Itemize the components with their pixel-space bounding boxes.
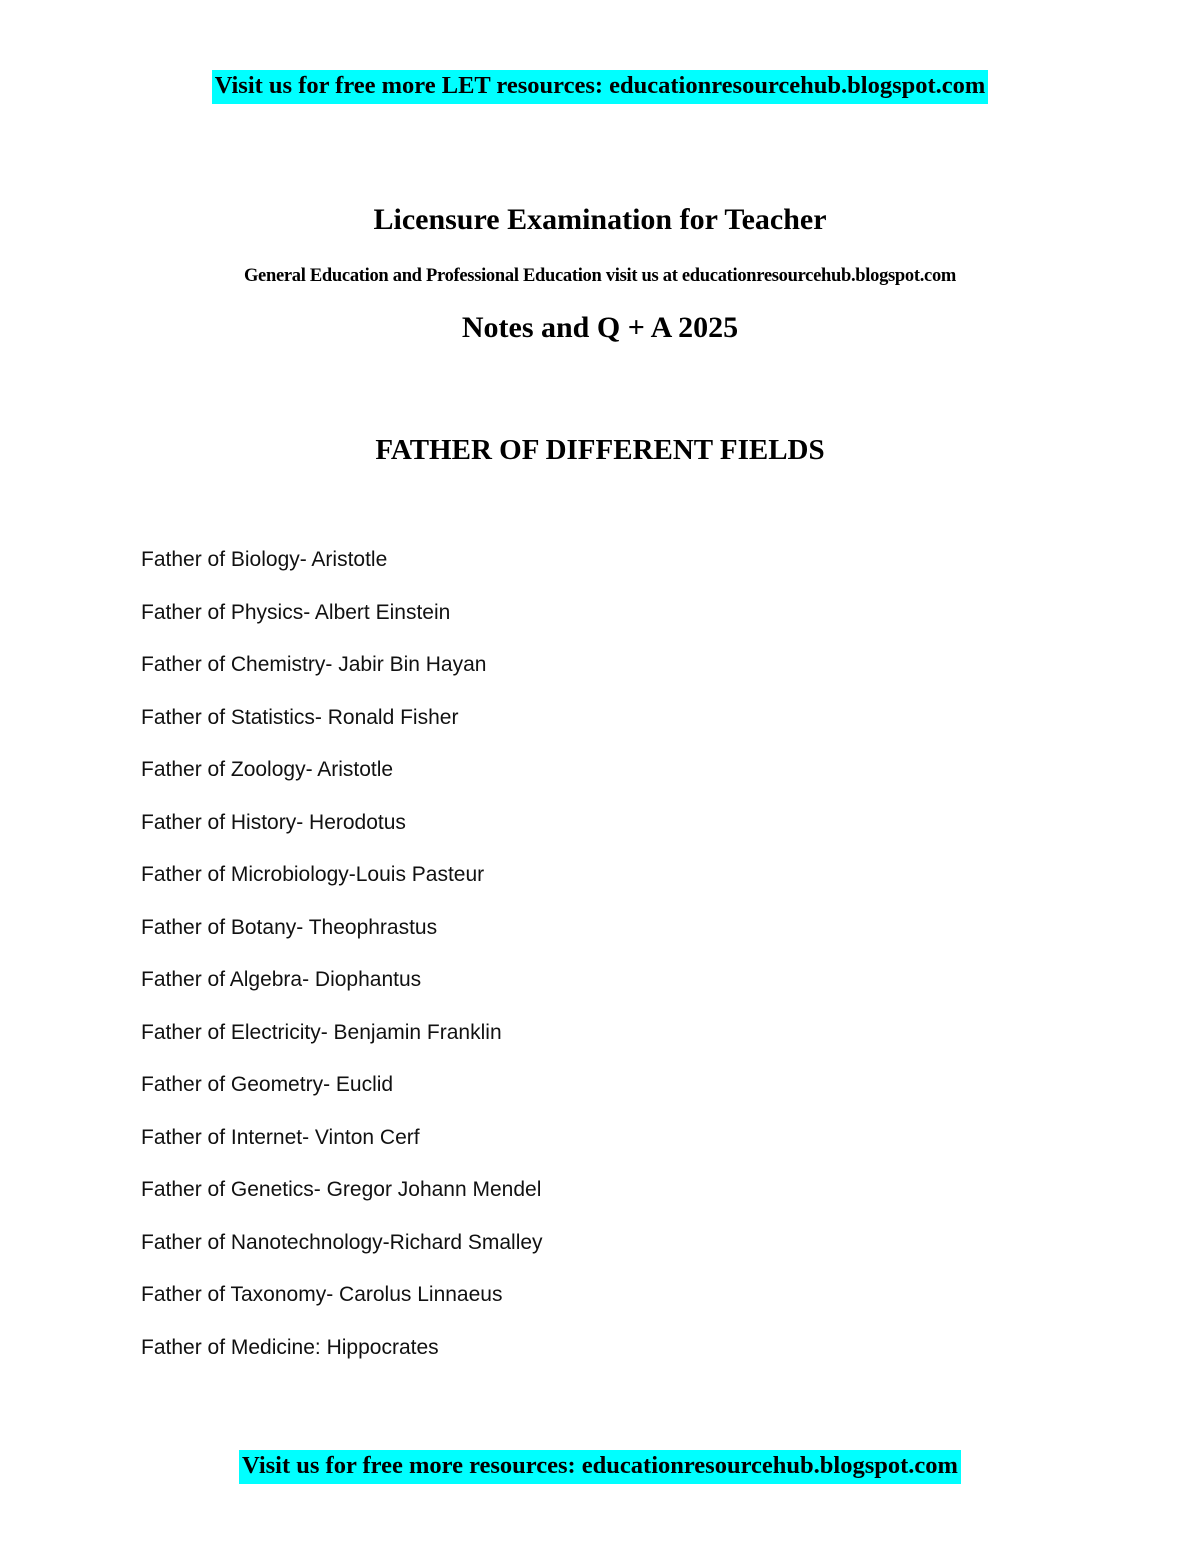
list-item: Father of Physics- Albert Einstein <box>141 600 451 624</box>
document-title: Licensure Examination for Teacher <box>373 203 827 236</box>
list-item: Father of Statistics- Ronald Fisher <box>141 705 459 729</box>
section-heading: FATHER OF DIFFERENT FIELDS <box>375 434 825 466</box>
list-item: Father of History- Herodotus <box>141 810 406 834</box>
list-item: Father of Taxonomy- Carolus Linnaeus <box>141 1283 503 1306</box>
list-item: Father of Nanotechnology-Richard Smalley <box>141 1230 543 1254</box>
list-item: Father of Zoology- Aristotle <box>141 758 394 781</box>
top-banner <box>0 70 1200 104</box>
list-item: Father of Algebra- Diophantus <box>141 968 422 991</box>
list-item: Father of Internet- Vinton Cerf <box>141 1125 420 1149</box>
fathers-list <box>141 545 543 1385</box>
document-subtitle: General Education and Professional Education visit us at educationresourcehub.blogspot.com <box>243 266 957 286</box>
bottom-banner-text: Visit us for free more resources: educationresourcehub.blogspot.com <box>239 1450 961 1484</box>
list-item: Father of Microbiology-Louis Pasteur <box>141 863 485 886</box>
list-item: Father of Medicine: Hippocrates <box>141 1335 439 1359</box>
top-banner-text: Visit us for free more LET resources: educationresourcehub.blogspot.com <box>212 70 989 104</box>
list-item: Father of Geometry- Euclid <box>141 1073 394 1096</box>
list-item: Father of Biology- Aristotle <box>141 548 388 571</box>
list-item: Father of Botany- Theophrastus <box>141 915 438 939</box>
bottom-banner <box>0 1450 1200 1484</box>
list-item: Father of Chemistry- Jabir Bin Hayan <box>141 653 487 676</box>
notes-line: Notes and Q + A 2025 <box>461 311 739 344</box>
list-item: Father of Electricity- Benjamin Franklin <box>141 1020 502 1044</box>
list-item: Father of Genetics- Gregor Johann Mendel <box>141 1178 542 1201</box>
